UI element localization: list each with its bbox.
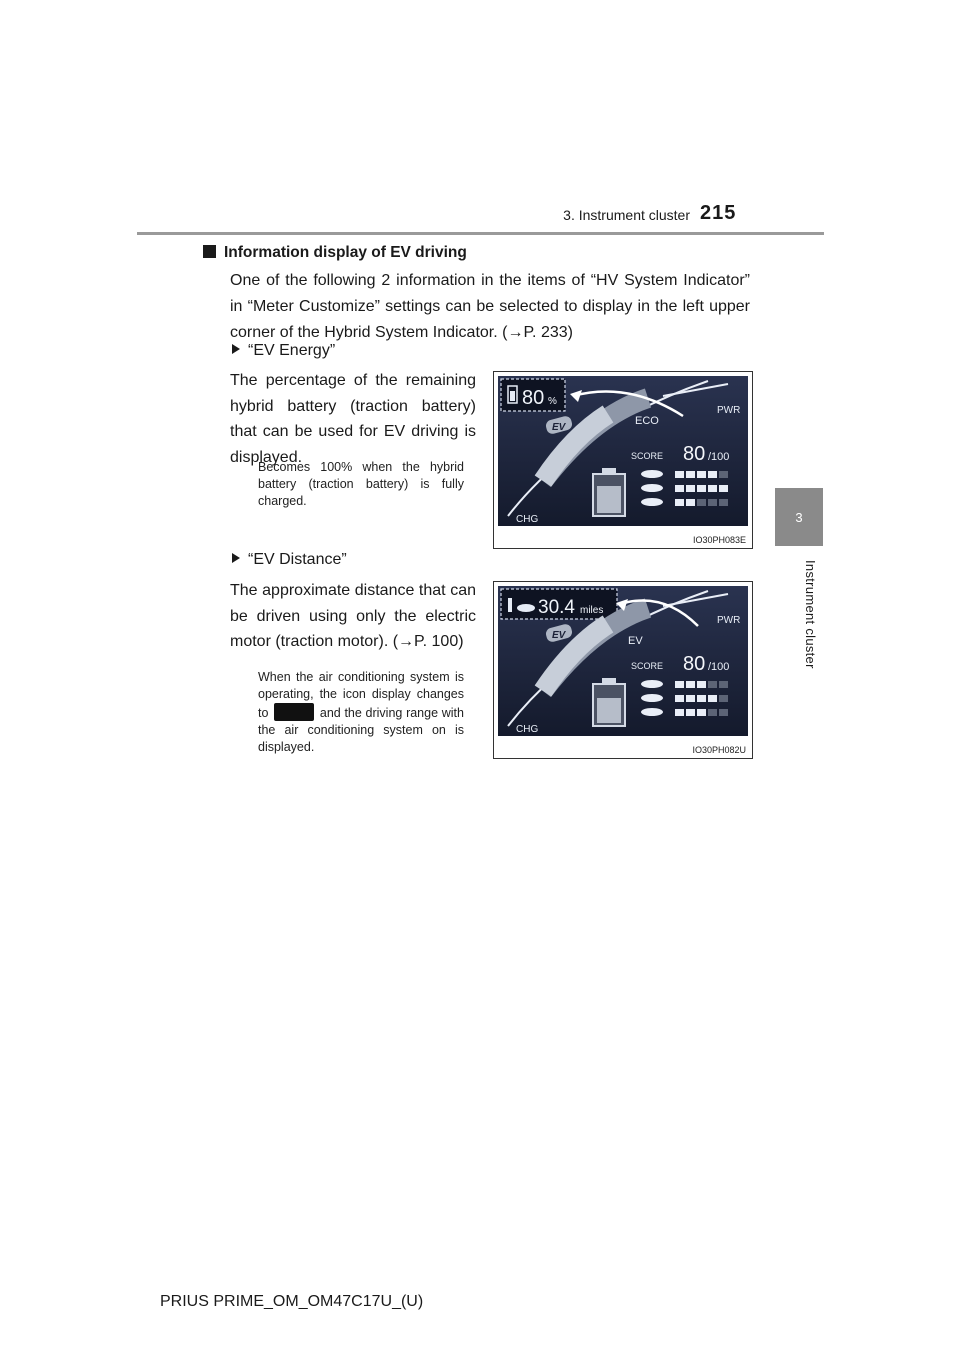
- score-max: /100: [708, 661, 730, 673]
- page-number: 215: [700, 202, 737, 224]
- figure-code: IO30PH083E: [692, 535, 746, 545]
- score-label: SCORE: [631, 661, 664, 671]
- figure-ev-distance: [493, 581, 753, 759]
- note-text-part2: and the driving range with the air conditioning system on is displayed.: [258, 706, 464, 754]
- hybrid-indicator-graphic: [498, 376, 748, 526]
- figure-code: IO30PH082U: [692, 745, 746, 755]
- header-section-title: 3. Instrument cluster: [563, 207, 690, 223]
- bullet-text: “EV Energy”: [248, 342, 336, 359]
- ac-on-range-icon: [274, 703, 314, 721]
- score-value: 80: [683, 443, 706, 465]
- readout-unit: miles: [580, 605, 604, 616]
- hybrid-indicator-graphic: [498, 586, 748, 736]
- readout-unit: %: [548, 396, 557, 407]
- plug-icon: [508, 598, 512, 612]
- heading-square-icon: [203, 245, 216, 258]
- readout-value: 30.4: [538, 597, 575, 618]
- bullet-text: “EV Distance”: [248, 551, 347, 568]
- footer-manual-id: PRIUS PRIME_OM_OM47C17U_(U): [160, 1293, 424, 1310]
- ev-badge: EV: [552, 422, 566, 433]
- item-bullet-ev-distance: [232, 551, 347, 569]
- item-bullet-ev-energy: [232, 342, 335, 360]
- chg-label: CHG: [516, 514, 539, 525]
- score-value: 80: [683, 653, 706, 675]
- triangle-bullet-icon: [232, 553, 240, 563]
- chg-label: CHG: [516, 724, 539, 735]
- section-intro: One of the following 2 information in the items of “HV System Indicator” in “Meter Customize” settings can be selected to display in the left upper corner of the Hybrid System Indicator. (→P. 233): [230, 272, 750, 341]
- section-heading: [203, 244, 467, 262]
- car-icon: [517, 604, 535, 612]
- note-text-part1: When the air conditioning system is operating, the icon display changes to: [258, 670, 464, 720]
- pwr-label: PWR: [717, 405, 741, 416]
- triangle-bullet-icon: [232, 344, 240, 354]
- score-max: /100: [708, 451, 730, 463]
- hybrid-indicator-screen: [498, 586, 748, 736]
- pwr-label: PWR: [717, 615, 741, 626]
- figure-ev-energy: [493, 371, 753, 549]
- header-rule: [137, 232, 824, 235]
- ev-badge: EV: [552, 630, 566, 641]
- chapter-tab-label: Instrument cluster: [803, 560, 818, 669]
- score-label: SCORE: [631, 451, 664, 461]
- item-note-ev-energy: Becomes 100% when the hybrid battery (traction battery) is fully charged.: [258, 460, 464, 508]
- section-heading-text: Information display of EV driving: [224, 244, 467, 261]
- chapter-tab-number: 3: [795, 510, 803, 525]
- item-note-ev-distance: [258, 669, 464, 756]
- item-description-ev-distance: The approximate distance that can be driven using only the electric motor (traction motor). (→P. 100): [230, 582, 476, 651]
- mode-label: ECO: [635, 415, 659, 427]
- item-description-ev-energy: The percentage of the remaining hybrid battery (traction battery) that can be used for EV driving is displayed.: [230, 372, 476, 466]
- hybrid-indicator-screen: [498, 376, 748, 526]
- mode-label: EV: [628, 635, 643, 647]
- readout-value: 80: [522, 387, 545, 409]
